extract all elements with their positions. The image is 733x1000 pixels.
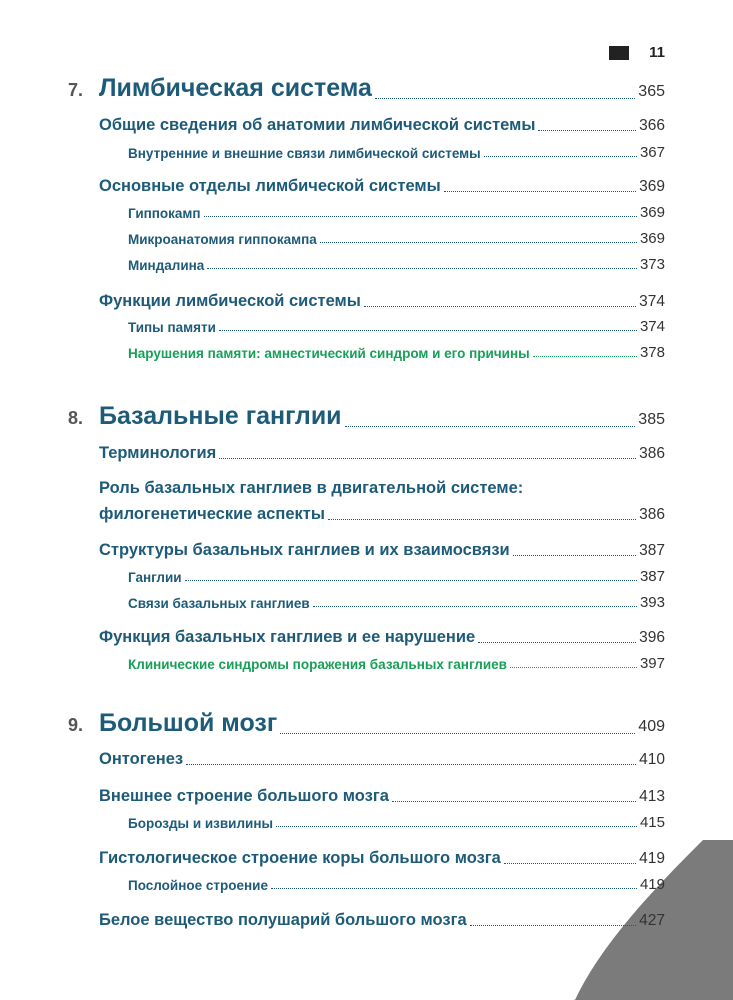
dot-leader <box>313 606 637 607</box>
dot-leader <box>533 356 637 357</box>
dot-leader <box>271 888 637 889</box>
page-header <box>609 44 665 61</box>
page-ref: 367 <box>639 144 665 161</box>
page-number: 11 <box>649 44 665 61</box>
page-ref: 413 <box>639 788 665 805</box>
dot-leader <box>538 130 636 131</box>
toc-chapter-7[interactable] <box>68 74 665 103</box>
section-title: Онтогенез <box>99 750 184 768</box>
toc-subsection[interactable] <box>128 568 665 585</box>
subsection-title: Миндалина <box>128 258 205 273</box>
toc-section[interactable] <box>99 116 665 135</box>
subsection-title: Клинические синдромы поражения базальных ганглиев <box>128 657 507 672</box>
page-ref: 369 <box>639 178 665 195</box>
dot-leader <box>204 216 637 217</box>
page-ref: 373 <box>639 256 665 273</box>
section-title: Терминология <box>99 444 217 462</box>
dot-leader <box>484 156 637 157</box>
section-title: Структуры базальных ганглиев и их взаимосвязи <box>99 541 510 559</box>
chapter-title: Лимбическая система <box>99 74 372 102</box>
subsection-title: Микроанатомия гиппокампа <box>128 232 317 247</box>
dot-leader <box>280 733 635 734</box>
page-ref: 374 <box>639 318 665 335</box>
page-ref: 385 <box>638 411 665 428</box>
dot-leader <box>470 925 636 926</box>
dot-leader <box>320 242 637 243</box>
subsection-title: Нарушения памяти: амнестический синдром и его причины <box>128 346 530 361</box>
toc-section[interactable] <box>99 505 665 524</box>
dot-leader <box>375 98 635 99</box>
header-mark <box>609 46 629 60</box>
page-ref: 415 <box>639 814 665 831</box>
dot-leader <box>328 519 636 520</box>
page-ref: 419 <box>639 876 665 893</box>
toc-section[interactable] <box>99 750 665 769</box>
toc-section[interactable] <box>99 628 665 647</box>
toc-section[interactable] <box>99 911 665 930</box>
toc-section[interactable] <box>99 787 665 806</box>
toc-subsection[interactable] <box>128 594 665 611</box>
subsection-title: Связи базальных ганглиев <box>128 596 310 611</box>
dot-leader <box>186 764 636 765</box>
dot-leader <box>444 191 636 192</box>
section-title-line1[interactable]: Роль базальных ганглиев в двигательной системе: <box>99 479 524 497</box>
dot-leader <box>364 306 636 307</box>
toc-subsection[interactable] <box>128 204 665 221</box>
page-ref: 365 <box>638 83 665 100</box>
toc-subsection[interactable] <box>128 344 665 361</box>
toc-section[interactable] <box>99 292 665 311</box>
subsection-title: Ганглии <box>128 570 182 585</box>
dot-leader <box>219 330 637 331</box>
page-ref: 396 <box>639 629 665 646</box>
page-ref: 369 <box>639 230 665 247</box>
toc-subsection[interactable] <box>128 814 665 831</box>
page-ref: 387 <box>639 542 665 559</box>
chapter-number: 9. <box>68 715 84 735</box>
section-title: Гистологическое строение коры большого мозга <box>99 849 501 867</box>
dot-leader <box>478 642 636 643</box>
section-title: Общие сведения об анатомии лимбической системы <box>99 116 536 134</box>
page-ref: 374 <box>639 293 665 310</box>
dot-leader <box>345 426 636 427</box>
toc-section[interactable] <box>99 541 665 560</box>
toc-subsection[interactable] <box>128 256 665 273</box>
dot-leader <box>392 801 636 802</box>
dot-leader <box>510 667 637 668</box>
page-ref: 378 <box>639 344 665 361</box>
toc-section[interactable] <box>99 444 665 463</box>
toc-subsection[interactable] <box>128 144 665 161</box>
page-ref: 410 <box>639 751 665 768</box>
page-ref: 427 <box>639 912 665 929</box>
subsection-title: Гиппокамп <box>128 206 201 221</box>
dot-leader <box>185 580 637 581</box>
toc-section[interactable] <box>99 849 665 868</box>
dot-leader <box>219 458 636 459</box>
page-ref: 386 <box>639 445 665 462</box>
section-title: Функция базальных ганглиев и ее нарушение <box>99 628 476 646</box>
page-ref: 409 <box>638 718 665 735</box>
chapter-title: Большой мозг <box>99 709 278 737</box>
dot-leader <box>513 555 636 556</box>
toc-section[interactable] <box>99 177 665 196</box>
subsection-title: Послойное строение <box>128 878 268 893</box>
chapter-title: Базальные ганглии <box>99 402 342 430</box>
toc-subsection[interactable] <box>128 876 665 893</box>
subsection-title: Борозды и извилины <box>128 816 274 831</box>
toc-subsection[interactable] <box>128 318 665 335</box>
chapter-number: 7. <box>68 80 84 100</box>
toc-subsection[interactable] <box>128 230 665 247</box>
page-ref: 419 <box>639 850 665 867</box>
section-title: Функции лимбической системы <box>99 292 361 310</box>
dot-leader <box>207 268 637 269</box>
section-title: филогенетические аспекты <box>99 505 325 523</box>
dot-leader <box>504 863 636 864</box>
page-ref: 393 <box>639 594 665 611</box>
subsection-title: Типы памяти <box>128 320 216 335</box>
toc-subsection[interactable] <box>128 655 665 672</box>
chapter-number: 8. <box>68 408 84 428</box>
toc-chapter-9[interactable] <box>68 709 665 738</box>
dot-leader <box>276 826 637 827</box>
page-ref: 366 <box>639 117 665 134</box>
page-ref: 386 <box>639 506 665 523</box>
section-title: Внешнее строение большого мозга <box>99 787 389 805</box>
page-ref: 369 <box>639 204 665 221</box>
subsection-title: Внутренние и внешние связи лимбической системы <box>128 146 481 161</box>
section-title: Белое вещество полушарий большого мозга <box>99 911 467 929</box>
section-title: Основные отделы лимбической системы <box>99 177 441 195</box>
toc-chapter-8[interactable] <box>68 402 665 431</box>
page-ref: 397 <box>639 655 665 672</box>
page-ref: 387 <box>639 568 665 585</box>
